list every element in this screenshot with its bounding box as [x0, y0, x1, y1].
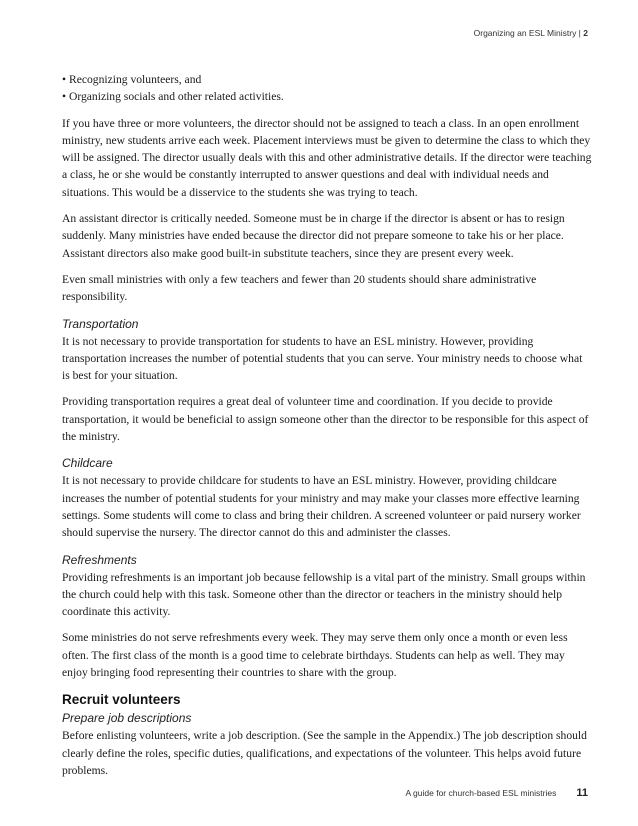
bullet-item: • Organizing socials and other related activities.	[62, 90, 284, 104]
running-header	[474, 28, 588, 38]
body-paragraph: It is not necessary to provide childcare for students to have an ESL ministry. However, providing childcare increases the number of potential students for your ministry and may make your classes more effective learning settings. Some students will come to class and bring their children. A screened volunteer or paid nursery worker should supervise the nursery. The director cannot do this and administer the classes.	[62, 474, 581, 540]
page-body	[62, 71, 592, 779]
subheading-job-descriptions: Prepare job descriptions	[62, 711, 192, 726]
subheading-refreshments: Refreshments	[62, 552, 137, 567]
chapter-number: 2	[583, 28, 588, 38]
body-paragraph: Providing refreshments is an important job because fellowship is a vital part of the ministry. Small groups within the church could help with this task. Someone other than the director or teachers in the ministry should help coordinate this activity.	[62, 570, 586, 619]
body-paragraph: Before enlisting volunteers, write a job description. (See the sample in the Appendix.) The job description should clearly define the roles, specific duties, qualifications, and expectations of the volunteer. This helps avoid future problems.	[62, 729, 587, 777]
subheading-childcare: Childcare	[62, 456, 113, 471]
body-paragraph: Providing transportation requires a great deal of volunteer time and coordination. If you decide to provide transportation, it would be beneficial to assign someone other than the director to be responsible for this aspect of the ministry.	[62, 395, 589, 444]
body-paragraph: Some ministries do not serve refreshments every week. They may serve them only once a month or even less often. The first class of the month is a good time to celebrate birthdays. Students can help as well. They may enjoy bringing food representing their countries to share with the group.	[62, 631, 568, 680]
bullet-item: • Recognizing volunteers, and	[62, 73, 202, 86]
body-paragraph: If you have three or more volunteers, the director should not be assigned to teach a class. In an open enrollment ministry, new students arrive each week. Placement interviews must be given to determine the class to which they will be assigned. The director usually deals with this and other administrative details. If the director were teaching a class, he or she would be constantly interrupted to answer questions and deal with individual needs and situations. This would be a disservice to the students she was trying to teach.	[62, 116, 592, 199]
page-number: 11	[576, 787, 588, 799]
body-paragraph: Even small ministries with only a few teachers and fewer than 20 students should share administrative responsibility.	[62, 272, 537, 304]
body-paragraph: It is not necessary to provide transportation for students to have an ESL ministry. However, providing transportation increases the number of potential students that you can serve. Your ministry needs to choose what is best for your situation.	[62, 334, 583, 383]
book-title: A guide for church-based ESL ministries	[405, 788, 557, 798]
running-title: Organizing an ESL Ministry |	[473, 28, 581, 38]
page-footer	[405, 787, 588, 799]
subheading-transportation: Transportation	[62, 316, 139, 331]
body-paragraph: An assistant director is critically needed. Someone must be in charge if the director is absent or has to resign suddenly. Many ministries have ended because the director did not prepare someone to take his or her place. Assistant directors also make good built-in substitute teachers, since they are present every week.	[62, 212, 565, 260]
section-heading-recruit-volunteers: Recruit volunteers	[62, 692, 181, 708]
